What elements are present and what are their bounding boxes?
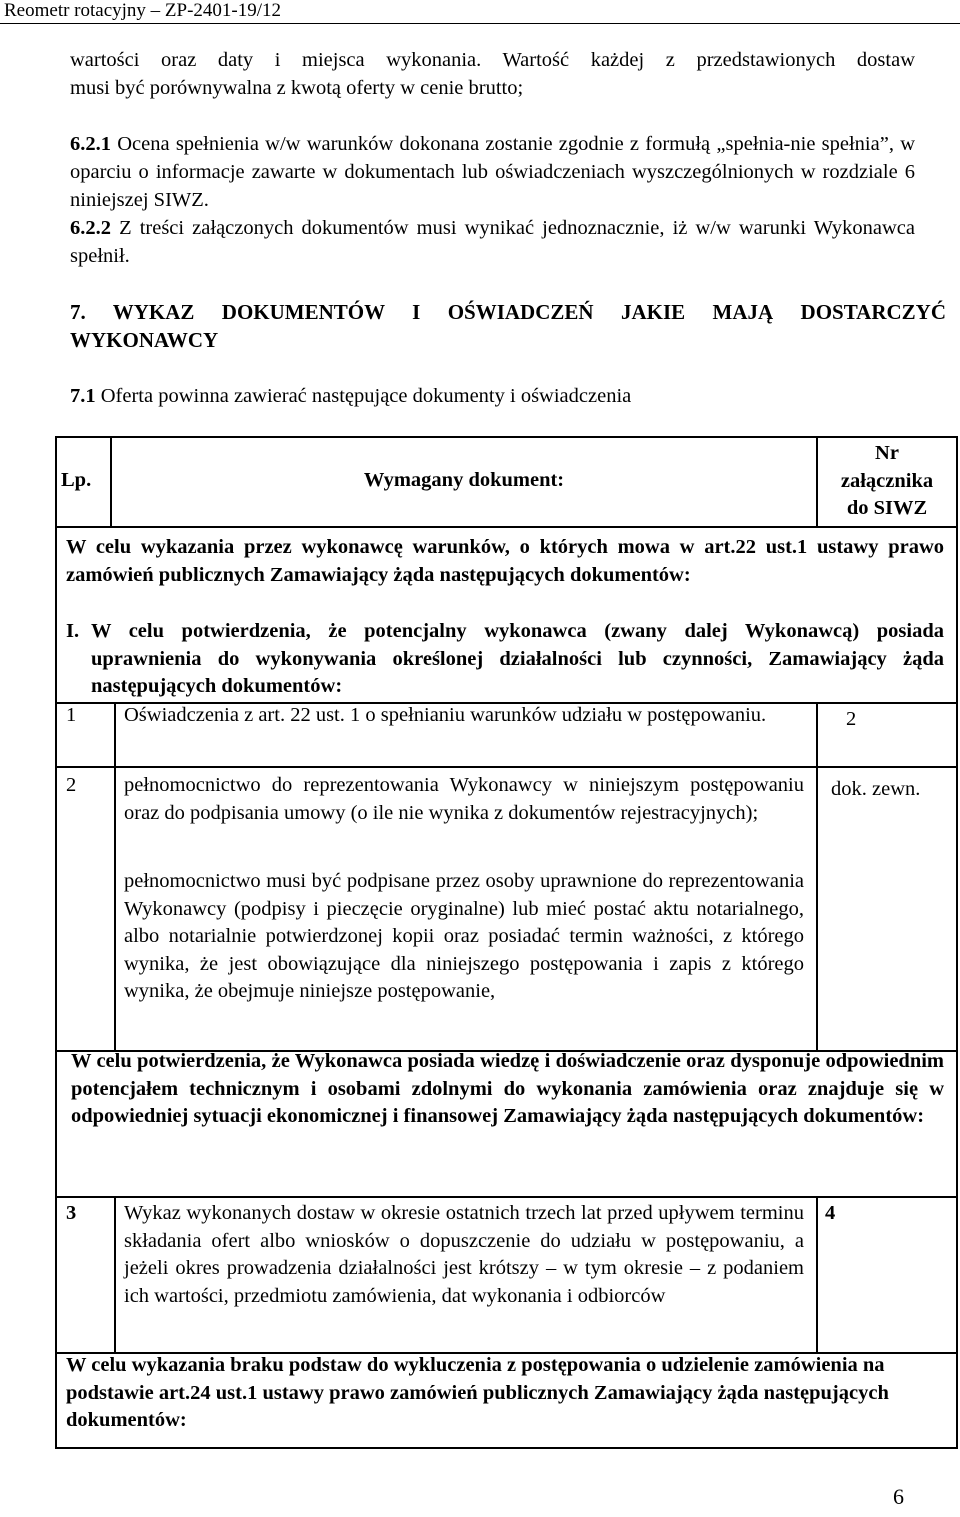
intro-line-1: wartości oraz daty i miejsca wykonania. Wartość każdej z przedstawionych dostaw [70,49,915,71]
intro-line-2: musi być porównywalna z kwotą oferty w cenie brutto; [70,77,524,99]
header-document: Wymagany dokument: [363,469,565,491]
header-rule [0,23,960,24]
page-header [0,0,960,24]
row-3-attachment: 4 [825,1202,836,1224]
documents-table [55,436,958,1449]
table-border-right [956,436,958,1449]
section-knowledge: W celu potwierdzenia, że Wykonawca posiada wiedzę i doświadczenie oraz dysponuje odpowiednim potencjałem technicznym i osobami zdolnymi do wykonania zamówienia oraz znajduje się w odpowiedniej sytuacji ekonomicznej i finansowej Zamawiający żąda następujących dokumentów: [71,1050,944,1127]
row-3-lp: 3 [66,1202,77,1224]
row-2-document: pełnomocnictwo do reprezentowania Wykonawcy w niniejszym postępowaniu oraz do podpisania umowy (o ile nie wynika z dokumentów rejestracyjnych); [124,774,804,824]
row-3-document: Wykaz wykonanych dostaw w okresie ostatnich trzech lat przed upływem terminu składania ofert albo wniosków o dopuszczenie do udziału w postępowaniu, a jeżeli okres prowadzenia działalności jest krótszy – w tym okresie – z podaniem ich wartości, przedmiotu zamówienia, dat wykonania i odbiorców [124,1202,804,1307]
table-border-top [55,436,958,438]
section-7-1 [70,382,915,410]
row-3-rule [55,1196,958,1198]
header-lp: Lp. [61,469,92,491]
section-7-1-number: 7.1 [70,385,96,407]
header-attachment-line-1: Nr [875,442,899,464]
page-number: 6 [893,1484,904,1509]
section-6-2-2-text: Z treści załączonych dokumentów musi wynikać jednoznacznie, iż w/w warunki Wykonawca spełnił. [70,217,915,267]
table-border-left [55,436,57,1449]
header-row-rule [55,526,958,528]
row-1-document: Oświadczenia z art. 22 ust. 1 o spełnianiu warunków udziału w postępowaniu. [124,704,767,726]
section-6-2-1 [70,130,915,214]
row-2-document-extra: pełnomocnictwo musi być podpisane przez osoby uprawnione do reprezentowania Wykonawcy (podpisy i pieczęcie oryginalne) lub mieć postać aktu notarialnego, albo notarialnie potwierdzonej kopii oraz posiadać termin ważności, z którego wynika, że jest obowiązujące dla niniejszego postępowania i zapis z którego wynika, że obejmuje niniejsze postępowanie, [124,870,804,1002]
row-3-divider-2 [816,1196,818,1353]
row-1-lp: 1 [66,704,77,726]
section-6-2-2-number: 6.2.2 [70,217,111,239]
section-7-heading-line-1: 7. WYKAZ DOKUMENTÓW I OŚWIADCZEŃ JAKIE MAJĄ DOSTARCZYĆ [70,300,946,324]
row-1-2-divider-2 [816,702,818,1051]
header-attachment [818,440,956,523]
section-art22: W celu wykazania przez wykonawcę warunków, o których mowa w art.22 ust.1 ustawy prawo zamówień publicznych Zamawiający żąda następujących dokumentów: [66,536,944,586]
table-border-bottom [55,1447,958,1449]
section-7-1-text: Oferta powinna zawierać następujące dokumenty i oświadczenia [95,385,632,407]
row-2-lp: 2 [66,774,77,796]
row-1-2-divider-1 [114,702,116,1051]
row-3-divider-1 [114,1196,116,1353]
row-1-attachment: 2 [846,708,857,730]
header-title: Reometr rotacyjny – ZP-2401-19/12 [4,0,282,21]
section-6-2-1-text: Ocena spełnienia w/w warunków dokonana zostanie zgodnie z formułą „spełnia-nie spełnia”, w oparciu o informacje zawarte w dokumentach lub oświadczeniach wyszczególnionych w rozdziale 6 niniejszej SIWZ. [70,133,915,211]
header-attachment-line-3: do SIWZ [846,497,928,519]
subsection-i-number: I. [66,620,80,642]
row-2-rule [55,766,958,768]
row-2-attachment: dok. zewn. [831,778,921,800]
section-7-heading-line-2: WYKONAWCY [70,328,219,352]
subsection-i-text: W celu potwierdzenia, że potencjalny wykonawca (zwany dalej Wykonawcą) posiada uprawnienia do wykonywania określonej działalności lub czynności, Zamawiający żąda następujących dokumentów: [91,620,944,697]
section-art24: W celu wykazania braku podstaw do wykluczenia z postępowania o udzielenie zamówienia na podstawie art.24 ust.1 ustawy prawo zamówień publicznych Zamawiający żąda następujących dokumentów: [66,1354,889,1431]
header-attachment-line-2: załącznika [840,469,934,492]
section-6-2-1-number: 6.2.1 [70,133,111,155]
section-6-2-2 [70,214,915,270]
